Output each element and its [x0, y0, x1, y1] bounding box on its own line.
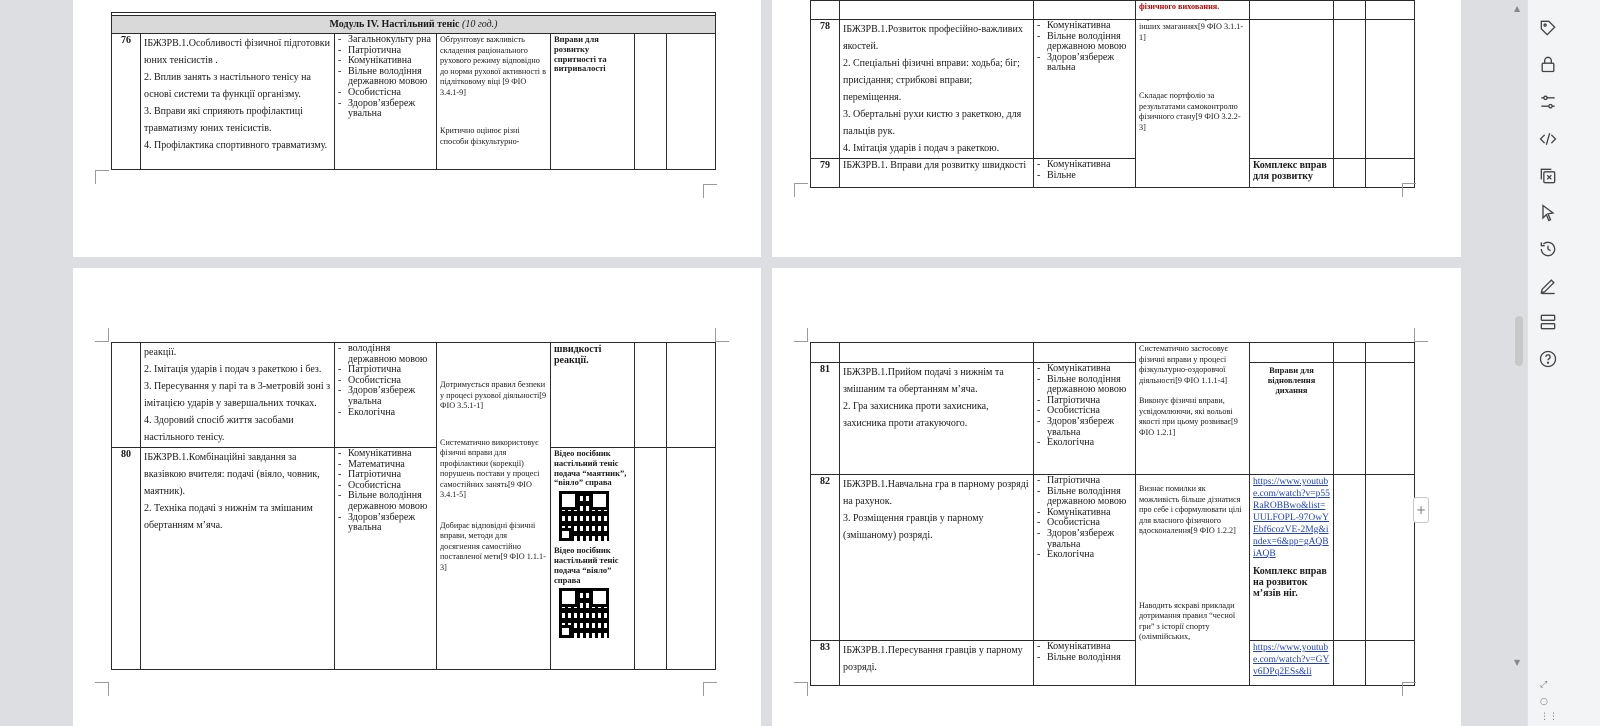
- lesson-number: 82: [811, 475, 840, 641]
- competences: - Комунікативна - Вільне володіння державною мовою - Патріотична - Особистісна - Здоров’язбереж увальна - Екологічна: [1034, 363, 1136, 475]
- table-row: [112, 34, 716, 170]
- materials: Вправи для відновлення дихання: [1250, 363, 1334, 475]
- lesson-topic: ІБЖЗРВ.1.Розвиток професійно-важливих якостей. 2. Спеціальні фізичні вправи: ходьба; біг; присідання; стрибкові вправи; переміщення. 3. Обертальні рухи кистю з ракеткою, для пальців рук. 4. Імітація ударів і подач з ракеткою.: [840, 20, 1034, 159]
- scrollbar-thumb[interactable]: [1515, 316, 1523, 366]
- crop-mark: [794, 328, 808, 342]
- vertical-scrollbar[interactable]: [1511, 0, 1527, 726]
- lesson-number: 81: [811, 363, 840, 475]
- table-row: [811, 641, 1415, 686]
- lesson-number: 83: [811, 641, 840, 686]
- competences: - Комунікативна - Математична - Патріотична - Особистісна - Вільне володіння державною мовою - Здоров’язбереж увальна: [335, 448, 437, 670]
- competences: - Комунікативна - Вільне володіння: [1034, 641, 1136, 686]
- table-row: [112, 448, 716, 670]
- scroll-down-arrow-icon[interactable]: ▼: [1514, 658, 1521, 667]
- table-row: [811, 159, 1415, 188]
- expected-results: Обґрунтовує важливість складення раціонального рухового режиму відповідно до норми рухової активності в підлітковому віці [9 ФІО 3.4.1-9] Критично оцінює різні способи фізкультурно-: [437, 34, 551, 170]
- lesson-table-page-3: [111, 342, 716, 670]
- competences: - Комунікативна - Вільне володіння державною мовою - Здоров’язбереж вальна: [1034, 20, 1136, 159]
- lesson-table-page-4: [810, 342, 1415, 686]
- cursor-icon[interactable]: [1534, 199, 1562, 227]
- expand-icon[interactable]: ⤢: [1540, 680, 1548, 690]
- lesson-topic: ІБЖЗРВ.1. Вправи для розвитку швидкості: [840, 159, 1034, 188]
- list-icon[interactable]: [1534, 308, 1562, 336]
- history-icon[interactable]: [1534, 235, 1562, 263]
- crop-mark: [703, 682, 717, 696]
- module-hours: (10 год.): [461, 19, 498, 30]
- module-row: [112, 16, 716, 34]
- crop-mark: [715, 328, 729, 342]
- video-link[interactable]: https://www.youtube.com/watch?v=p55RaROBBwo&list=UULFOPL-97OwYEbf6cozVE-2Mg&index=6&pp=gAQBiAQB: [1253, 477, 1330, 559]
- help-icon[interactable]: [1534, 345, 1562, 373]
- table-row: [811, 343, 1415, 363]
- table-row: [112, 343, 716, 448]
- crop-mark: [95, 170, 109, 184]
- right-toolbar: [1527, 0, 1600, 726]
- add-button[interactable]: +: [1413, 497, 1429, 523]
- grid-icon[interactable]: ⋮⋮: [1540, 712, 1558, 722]
- crop-mark: [1414, 328, 1428, 342]
- table-row: [811, 363, 1415, 475]
- crop-mark: [95, 328, 109, 342]
- page-3: [73, 268, 761, 726]
- lesson-table-page-2: [810, 0, 1415, 188]
- page-4: [772, 268, 1461, 726]
- scroll-up-arrow-icon[interactable]: ▲: [1514, 4, 1521, 13]
- materials: [1250, 641, 1334, 686]
- expected-results: Визнає помилки як можливість більше дізнатися про себе і сформулювати цілі для власного фізичного вдосконалення[9 ФІО 1.2.2] Наводить яскраві приклади дотримання правил “чесної гри” з історії спорту (олімпійських,: [1136, 475, 1250, 686]
- crop-mark: [794, 183, 808, 197]
- pen-icon[interactable]: [1534, 272, 1562, 300]
- copy-close-icon[interactable]: [1534, 162, 1562, 190]
- crop-mark: [95, 682, 109, 696]
- expected-results: Дотримується правил безпеки у процесі рухової діяльності[9 ФІО 3.5.1-1] Систематично використовує фізичні вправи для профілактики (корекції) порушень постави у процесі самостійних занять[9 ФІО 3.4.1-5] Добирає відповідні фізичні вправи, методи для досягнення самостійно поставленої мети[9 ФІО 1.1.1-3]: [437, 343, 551, 670]
- lesson-topic: ІБЖЗРВ.1.Прийом подачі з нижнім та змішаним та обертанням м’яча. 2. Гра захисника проти захисника, захисника проти атакуючого.: [840, 363, 1034, 475]
- page-2: [772, 0, 1461, 257]
- expected-results: Систематично застосовує фізичні вправи у процесі фізкультурно-оздоровчої діяльності[9 ФІО 1.1.1-4] Виконує фізичні вправи, усвідомлюючи, які вольові якості при цьому розвиває[9 ФІО 1.2.1]: [1136, 343, 1250, 475]
- lesson-number: 76: [112, 34, 141, 170]
- competences: - Загальнокульту рна - Патріотична - Комунікативна - Вільне володіння державною мовою - Особистісна - Здоров’язбереж увальна: [335, 34, 437, 170]
- qr-code[interactable]: [558, 490, 610, 542]
- lesson-topic: ІБЖЗРВ.1.Навчальна гра в парному розряді на рахунок. 3. Розміщення гравців у парному (змішаному) розряді.: [840, 475, 1034, 641]
- sliders-icon[interactable]: [1534, 88, 1562, 116]
- table-row: [811, 475, 1415, 641]
- video-link[interactable]: https://www.youtube.com/watch?v=GYv6DPq2ESs&li: [1253, 643, 1330, 677]
- crop-mark: [1402, 682, 1416, 696]
- table-row: [811, 20, 1415, 159]
- lesson-number: 79: [811, 159, 840, 188]
- lesson-topic: ІБЖЗРВ.1.Пересування гравців у парному розряді.: [840, 641, 1034, 686]
- lesson-table-page-1: [111, 12, 716, 170]
- materials: Відео посібник настільний теніс подача “маятник”, “віяло” справа Відео посібник настільний теніс подача “віяло” справа: [551, 448, 635, 670]
- small-circle-icon[interactable]: ○: [1540, 697, 1548, 707]
- module-title: Модуль IV. Настільний теніс: [329, 19, 460, 30]
- competences: - володіння державною мовою - Патріотична - Особистісна - Здоров’язбереж увальна - Екологічна: [335, 343, 437, 448]
- lesson-number: [112, 343, 141, 448]
- competences: - Комунікативна - Вільне: [1034, 159, 1136, 188]
- materials: швидкості реакції.: [551, 343, 635, 448]
- materials: Вправи для розвитку спритності та витривалості: [551, 34, 635, 170]
- table-row: [811, 1, 1415, 20]
- qr-code[interactable]: [558, 587, 610, 639]
- code-icon[interactable]: [1534, 125, 1562, 153]
- crop-mark: [703, 184, 717, 198]
- crop-mark: [1402, 183, 1416, 197]
- expected-results: інших змаганнях[9 ФІО 3.1.1-1] Складає портфоліо за результатами самоконтролю фізичного стану[9 ФІО 3.2.2-3]: [1136, 20, 1250, 159]
- lesson-topic: ІБЖЗРВ.1.Комбінаційні завдання за вказівкою вчителя: подачі (віяло, човник, маятник). 2. Техніка подачі з нижнім та змішаним обертанням м’яча.: [141, 448, 335, 670]
- expected-results: фізичного виховання.: [1136, 1, 1250, 20]
- lesson-number: 80: [112, 448, 141, 670]
- lesson-topic: реакції. 2. Імітація ударів і подач з ракеткою і без. 3. Пересування у парі та в 3-метровій зоні з імітацією ударів у завершальних точках. 4. Здоровий спосіб життя засобами настільного тенісу.: [141, 343, 335, 448]
- lesson-number: 78: [811, 20, 840, 159]
- materials: https://www.youtube.com/watch?v=p55RaROBBwo&list=UULFOPL-97OwYEbf6cozVE-2Mg&index=6&pp=gAQBiAQB Комплекс вправ на розвиток м’язів ніг.: [1250, 475, 1334, 641]
- ai-tag-icon[interactable]: [1534, 14, 1562, 42]
- materials: Комплекс вправ для розвитку: [1250, 159, 1334, 188]
- competences: - Патріотична - Вільне володіння державною мовою - Комунікативна - Особистісна - Здоров’язбереж увальна - Екологічна: [1034, 475, 1136, 641]
- crop-mark: [794, 682, 808, 696]
- lock-icon[interactable]: [1534, 50, 1562, 78]
- lesson-topic: ІБЖЗРВ.1.Особливості фізичної підготовки юних тенісистів . 2. Вплив занять з настільного тенісу на основі системи та функції організму. 3. Вправи які сприяють профілактиці травматизму юних тенісистів. 4. Профілактика спортивного травматизму.: [141, 34, 335, 170]
- page-1: [73, 0, 761, 257]
